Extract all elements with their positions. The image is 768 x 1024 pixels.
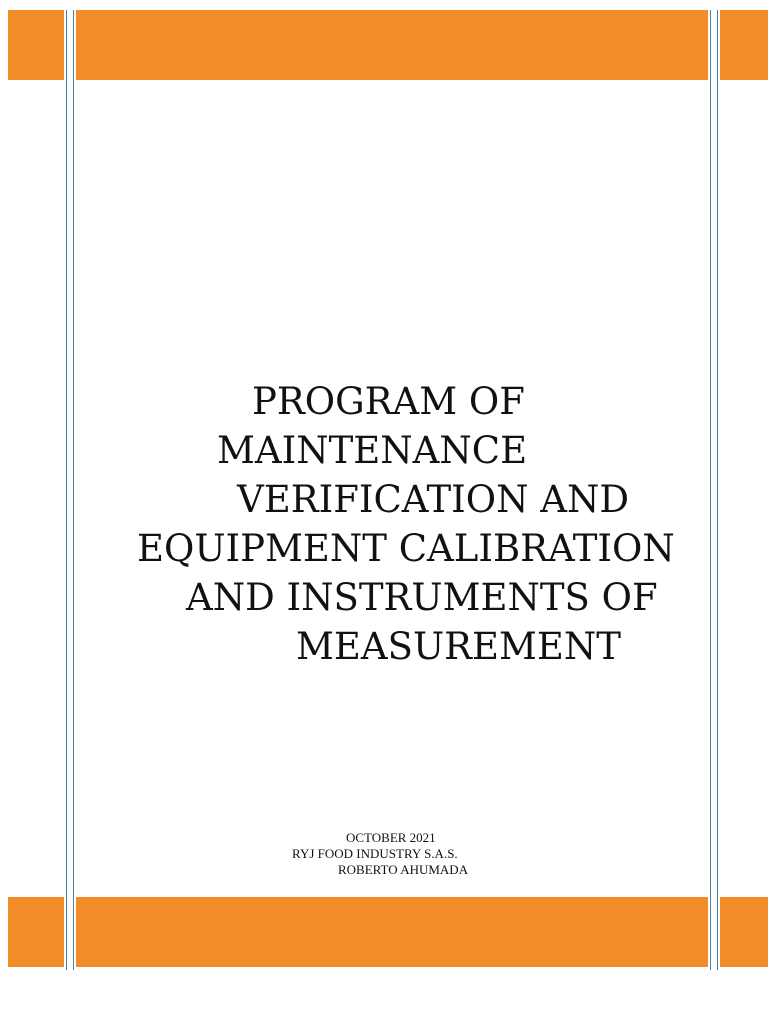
title-line-6: MEASUREMENT bbox=[296, 625, 621, 668]
footer-author: ROBERTO AHUMADA bbox=[338, 862, 469, 877]
bottom-orange-band bbox=[8, 897, 768, 967]
top-orange-band bbox=[8, 10, 768, 80]
title-line-4: EQUIPMENT CALIBRATION bbox=[137, 527, 675, 570]
footer-company: RYJ FOOD INDUSTRY S.A.S. bbox=[292, 846, 458, 861]
footer-date: OCTOBER 2021 bbox=[346, 830, 436, 845]
title-line-2: MAINTENANCE bbox=[217, 429, 528, 472]
title-line-3: VERIFICATION AND bbox=[237, 478, 630, 521]
title-line-5: AND INSTRUMENTS OF bbox=[186, 576, 658, 619]
title-line-1: PROGRAM OF bbox=[252, 380, 525, 423]
document-title bbox=[0, 378, 768, 707]
